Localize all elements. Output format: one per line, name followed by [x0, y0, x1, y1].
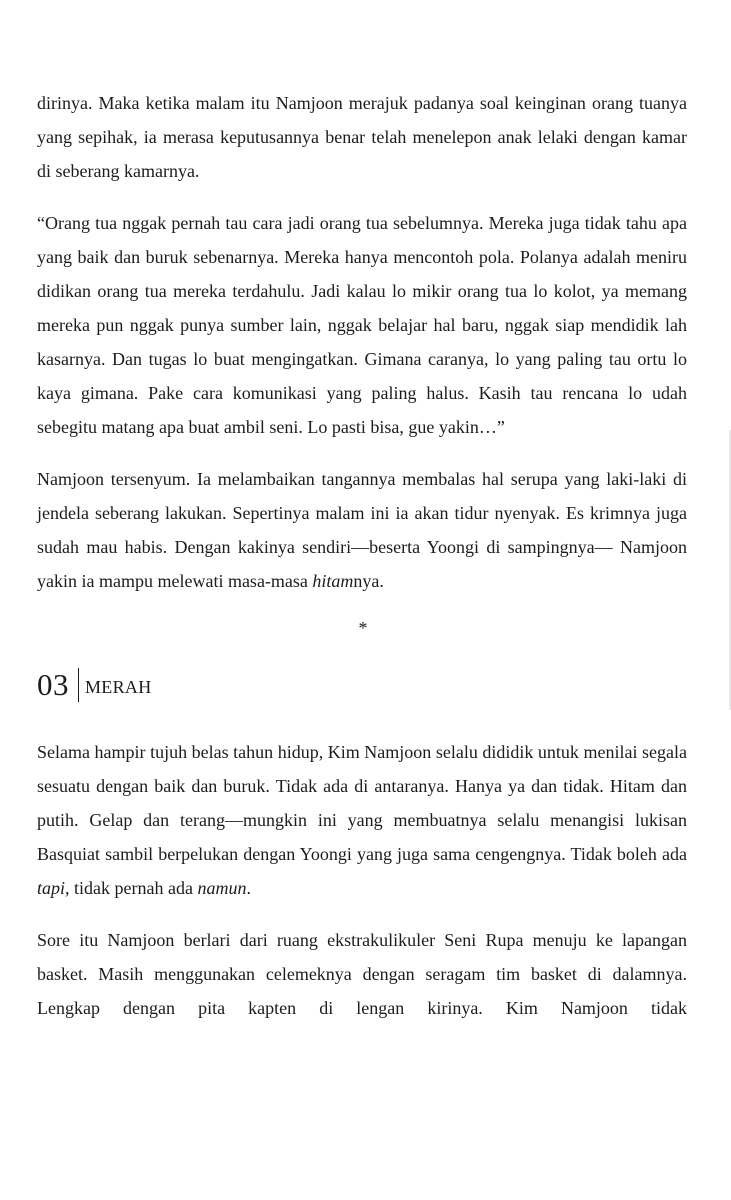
paragraph-4-italic-tapi: tapi: [37, 878, 66, 898]
chapter-heading: [37, 665, 687, 705]
paragraph-5-text: Sore itu Namjoon berlari dari ruang ekstrakulikuler Seni Rupa menuju ke lapangan basket. Masih menggunakan celemeknya dengan seragam tim basket di dalamnya. Lengkap dengan pita kapten di lengan kirinya. Kim Namjoon tidak: [37, 930, 687, 1018]
chapter-number: 03: [37, 667, 69, 702]
paragraph-5: [37, 923, 687, 1025]
chapter-divider: [78, 668, 79, 702]
paragraph-1: [37, 86, 687, 188]
paragraph-4-text-end: .: [246, 878, 251, 898]
paragraph-4-italic-namun: namun: [197, 878, 247, 898]
scene-separator: *: [358, 618, 368, 638]
paragraph-3-text-end: nya.: [353, 571, 384, 591]
document-page: [37, 86, 687, 1043]
paragraph-1-text: dirinya. Maka ketika malam itu Namjoon merajuk padanya soal keinginan orang tuanya yang sepihak, ia merasa keputusannya benar telah menelepon anak lelaki dengan kamar di seberang kamarnya.: [37, 93, 687, 181]
chapter-title: MERAH: [85, 676, 152, 697]
paragraph-3: [37, 462, 687, 598]
paragraph-4-text-mid: , tidak pernah ada: [65, 878, 198, 898]
paragraph-2-text: “Orang tua nggak pernah tau cara jadi orang tua sebelumnya. Mereka juga tidak tahu apa yang baik dan buruk sebenarnya. Mereka hanya mencontoh pola. Polanya adalah meniru didikan orang tua mereka terdahulu. Jadi kalau lo mikir orang tua lo kolot, ya memang mereka pun nggak punya sumber lain, nggak belajar hal baru, nggak siap mendidik lah kasarnya. Dan tugas lo buat mengingatkan. Gimana caranya, lo yang paling tau ortu lo kaya gimana. Pake cara komunikasi yang paling halus. Kasih tau rencana lo udah sebegitu matang apa buat ambil seni. Lo pasti bisa, gue yakin…”: [37, 213, 687, 437]
paragraph-2-dialogue: [37, 206, 687, 444]
paragraph-4-text: Selama hampir tujuh belas tahun hidup, Kim Namjoon selalu dididik untuk menilai segala sesuatu dengan baik dan buruk. Tidak ada di antaranya. Hanya ya dan tidak. Hitam dan putih. Gelap dan terang—mungkin ini yang membuatnya selalu menangisi lukisan Basquiat sambil berpelukan dengan Yoongi yang juga sama cengengnya. Tidak boleh ada: [37, 742, 687, 864]
paragraph-4: [37, 735, 687, 905]
paragraph-3-italic-hitam: hitam: [312, 571, 354, 591]
paragraph-3-text: Namjoon tersenyum. Ia melambaikan tangannya membalas hal serupa yang laki-laki di jendela seberang lakukan. Sepertinya malam ini ia akan tidur nyenyak. Es krimnya juga sudah mau habis. Dengan kakinya sendiri—beserta Yoongi di sampingnya— Namjoon yakin ia mampu melewati masa-masa: [37, 469, 687, 591]
